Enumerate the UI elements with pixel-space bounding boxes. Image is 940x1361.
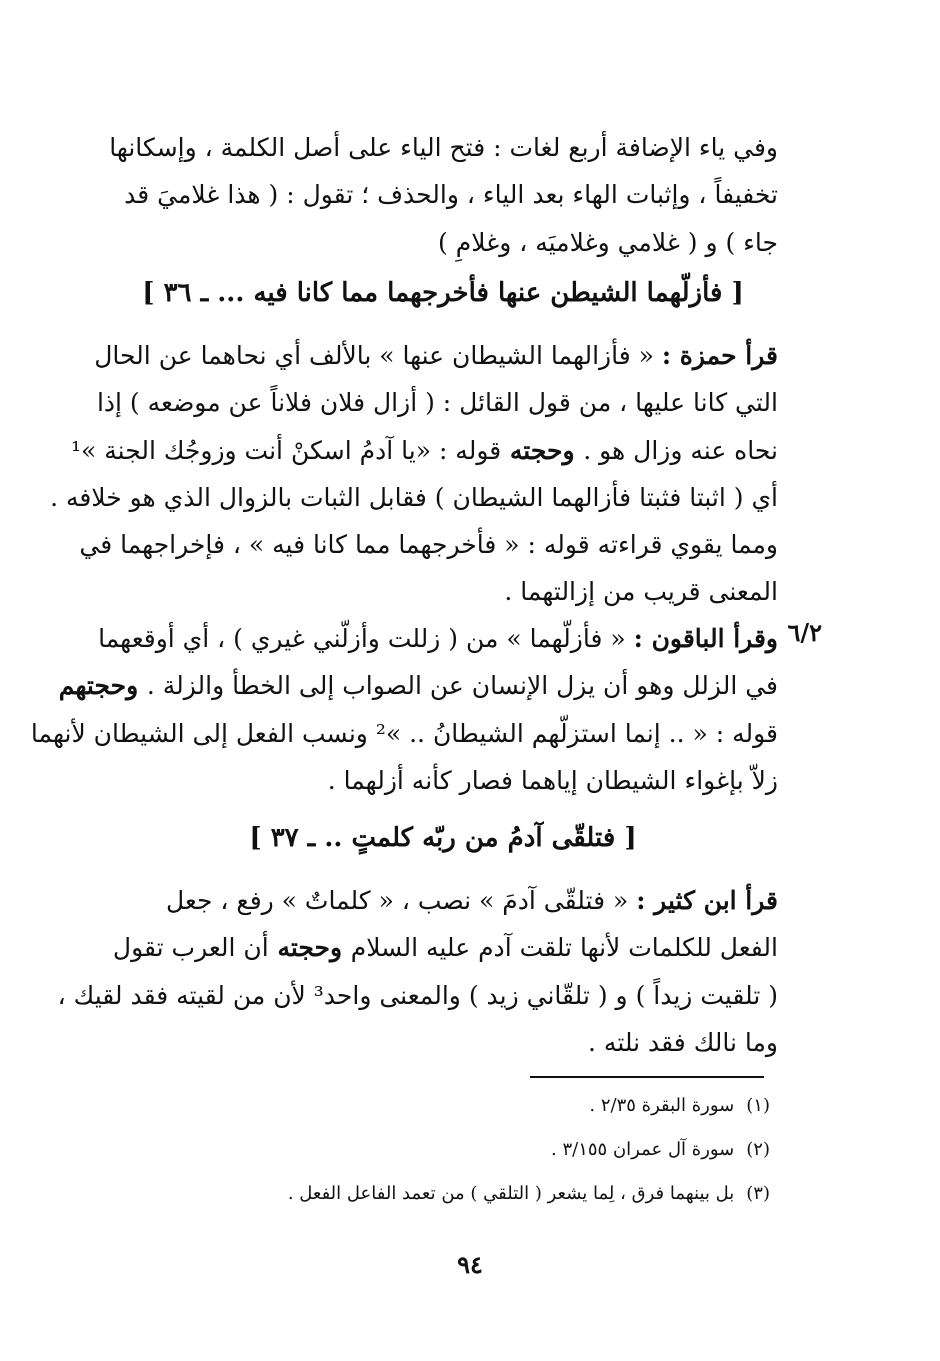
text-segment: « فأزالهما الشيطان عنها » بالألف أي نحاهما عن الحال: [94, 341, 662, 370]
footnote-text: سورة آل عمران ٣/١٥٥ .: [551, 1139, 735, 1160]
footnote-number: (١): [746, 1095, 770, 1116]
text-line: زلاّ بإغواء الشيطان إياهما فصار كأنه أزلهما .: [327, 765, 778, 795]
text-line: وفي ياء الإضافة أربع لغات : فتح الياء على أصل الكلمة ، وإسكانها: [109, 133, 778, 162]
reader-name: قرأ ابن كثير :: [636, 886, 778, 915]
footnote-separator: [530, 1076, 764, 1078]
reader-name: وقرأ الباقون :: [633, 624, 778, 653]
hujja-label: وحجته: [501, 435, 584, 465]
text-segment: قوله : «يا آدمُ اسكنْ أنت وزوجُك الجنة »¹: [70, 435, 502, 465]
text-line: [58, 662, 778, 709]
text-line: [108, 877, 778, 924]
footnote-number: (٣): [746, 1183, 770, 1204]
text-line: ومما يقوي قراءته قوله : « فأخرجهما مما كانا فيه » ، فإخراجهما في: [79, 530, 778, 560]
text-line: تخفيفاً ، وإثبات الهاء بعد الياء ، والحذف ؛ تقول : ( هذا غلاميَ قد: [124, 180, 778, 210]
paragraph-idafa-ya: [108, 124, 778, 266]
text-segment: الفعل للكلمات لأنها تلقت آدم عليه السلام: [350, 933, 778, 963]
text-line: التي كانا عليها ، من قول القائل : ( أزال فلان فلاناً عن موضعه ) إذا: [96, 388, 778, 418]
footnote-text: سورة البقرة ٢/٣٥ .: [589, 1095, 735, 1116]
reader-name: قرأ حمزة :: [661, 341, 778, 370]
text-line: قوله : « .. إنما استزلّهم الشيطانُ .. »² ونسب الفعل إلى الشيطان لأنهما: [30, 718, 778, 748]
text-segment: « فتلقّى آدمَ » نصب ، « كلماتٌ » رفع ، جعل: [166, 886, 637, 915]
text-line: المعنى قريب من إزالتهما .: [504, 577, 778, 607]
margin-reference: ٦/٢: [787, 618, 822, 647]
text-segment: أن العرب تقول: [112, 933, 269, 963]
text-line: أي ( اثبتا فثبتا فأزالهما الشيطان ) فقابل الثبات بالزوال الذي هو خلافه .: [50, 482, 778, 512]
paragraph-hamza: [50, 332, 778, 616]
hujja-label: وحجته: [268, 933, 351, 963]
verse-heading-36: [ فأزلّهما الشيطن عنها فأخرجهما مما كانا فيه ... ـ ٣٦ ]: [142, 278, 744, 308]
hujja-label: وحجتهم: [58, 671, 147, 701]
text-segment: « فأزلّهما » من ( زللت وأزلّني غيري ) ، أي أوقعهما: [98, 624, 634, 653]
footnote: [260, 1084, 770, 1128]
page-number: ٩٤: [457, 1250, 483, 1279]
footnote: [260, 1172, 770, 1216]
text-line: [98, 615, 778, 662]
paragraph-baqun: [30, 615, 778, 804]
verse-heading-37: [ فتلقّى آدمُ من ربّه كلمتٍ .. ـ ٣٧ ]: [249, 823, 637, 853]
paragraph-ibn-kathir: [57, 877, 778, 1066]
text-line: وما نالك فقد نلته .: [588, 1027, 778, 1057]
text-line: [108, 924, 778, 971]
text-line: [94, 332, 778, 379]
text-line: ( تلقيت زيداً ) و ( تلقّاني زيد ) والمعنى واحد³ لأن من لقيته فقد لقيك ،: [57, 980, 778, 1010]
footnote: [260, 1128, 770, 1172]
text-segment: في الزلل وهو أن يزل الإنسان عن الصواب إلى الخطأ والزلة .: [146, 671, 778, 701]
text-segment: نحاه عنه وزال هو .: [583, 435, 778, 465]
footnote-number: (٢): [746, 1139, 770, 1160]
footnote-text: بل بينهما فرق ، لِما يشعر ( التلقي ) من تعمد الفاعل الفعل .: [287, 1183, 735, 1204]
text-line: جاء ) و ( غلامي وغلاميَه ، وغلامِ ): [438, 227, 778, 257]
footnotes: [260, 1084, 770, 1216]
text-line: [70, 427, 778, 474]
